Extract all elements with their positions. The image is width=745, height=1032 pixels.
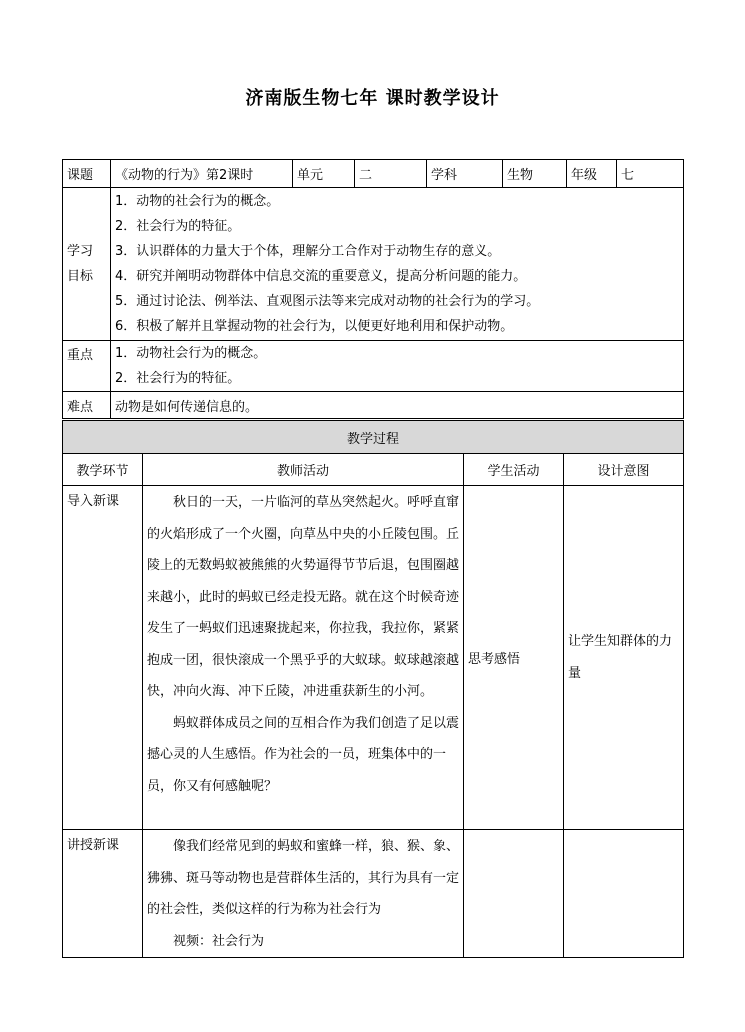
design-intent-cell: 让学生知群体的力量 — [564, 486, 684, 830]
objectives-row — [63, 188, 684, 341]
process-table — [62, 420, 684, 958]
nianji-label: 年级 — [567, 160, 617, 188]
difficulty-row — [63, 392, 684, 419]
objective-item: 1．动物的社会行为的概念。 — [115, 194, 280, 209]
column-header: 教师活动 — [143, 454, 464, 486]
header-row — [63, 160, 684, 188]
difficulty-label: 难点 — [63, 392, 111, 419]
stage-cell: 讲授新课 — [63, 830, 143, 958]
objectives-label — [63, 188, 111, 341]
objective-item: 5．通过讨论法、例举法、直观图示法等来完成对动物的社会行为的学习。 — [115, 294, 540, 309]
table-row — [63, 486, 684, 830]
column-header: 设计意图 — [564, 454, 684, 486]
objectives-label-line1: 学习 — [67, 244, 94, 259]
table-row — [63, 830, 684, 958]
keti-value: 《动物的行为》第2课时 — [111, 160, 293, 188]
page-title: 济南版生物七年 课时教学设计 — [245, 88, 500, 109]
danyuan-value: 二 — [355, 160, 427, 188]
column-header: 学生活动 — [464, 454, 564, 486]
difficulty-text: 动物是如何传递信息的。 — [111, 392, 684, 419]
process-columns-row — [63, 454, 684, 486]
teacher-paragraph: 视频：社会行为 — [173, 933, 265, 949]
design-intent-cell — [564, 830, 684, 958]
objective-item: 3．认识群体的力量大于个体，理解分工合作对于动物生存的意义。 — [115, 244, 501, 259]
stage-cell: 导入新课 — [63, 486, 143, 830]
xueke-label: 学科 — [427, 160, 503, 188]
keypoint-item: 1．动物社会行为的概念。 — [115, 346, 267, 361]
nianji-value: 七 — [617, 160, 684, 188]
objectives-label-line2: 目标 — [67, 269, 94, 284]
teacher-activity-cell — [143, 486, 464, 830]
danyuan-label: 单元 — [293, 160, 355, 188]
objective-item: 6．积极了解并且掌握动物的社会行为，以便更好地利用和保护动物。 — [115, 319, 514, 334]
xueke-value: 生物 — [503, 160, 567, 188]
column-header: 教学环节 — [63, 454, 143, 486]
teacher-paragraph: 秋日的一天，一片临河的草丛突然起火。呼呼直窜的火焰形成了一个火圈，向草丛中央的小丘陵包围。丘陵上的无数蚂蚁被熊熊的火势逼得节节后退，包围圈越来越小，此时的蚂蚁已经走投无路。就在这个时候奇迹发生了一蚂蚁们迅速聚拢起来，你拉我，我拉你，紧紧抱成一团，很快滚成一个黑乎乎的大蚁球。蚁球越滚越快，冲向火海、冲下丘陵，冲进重获新生的小河。 — [147, 495, 460, 699]
info-table — [62, 159, 684, 419]
process-heading: 教学过程 — [63, 421, 684, 454]
teacher-paragraph: 像我们经常见到的蚂蚁和蜜蜂一样，狼、猴、象、狒狒、斑马等动物也是营群体生活的，其行为具有一定的社会性，类似这样的行为称为社会行为 — [147, 839, 460, 917]
keti-label: 课题 — [63, 160, 111, 188]
student-activity-cell: 思考感悟 — [464, 486, 564, 830]
keypoints-list — [111, 341, 684, 392]
teacher-paragraph: 蚂蚁群体成员之间的互相合作为我们创造了足以震撼心灵的人生感悟。作为社会的一员，班集体中的一员，你又有何感触呢？ — [147, 715, 460, 794]
keypoints-row — [63, 341, 684, 392]
keypoint-item: 2．社会行为的特征。 — [115, 371, 241, 386]
student-activity-cell — [464, 830, 564, 958]
keypoints-label: 重点 — [63, 341, 111, 392]
teacher-activity-cell — [143, 830, 464, 958]
process-heading-row — [63, 421, 684, 454]
objective-item: 4．研究并阐明动物群体中信息交流的重要意义，提高分析问题的能力。 — [115, 269, 527, 284]
objectives-list — [111, 188, 684, 341]
objective-item: 2．社会行为的特征。 — [115, 219, 241, 234]
